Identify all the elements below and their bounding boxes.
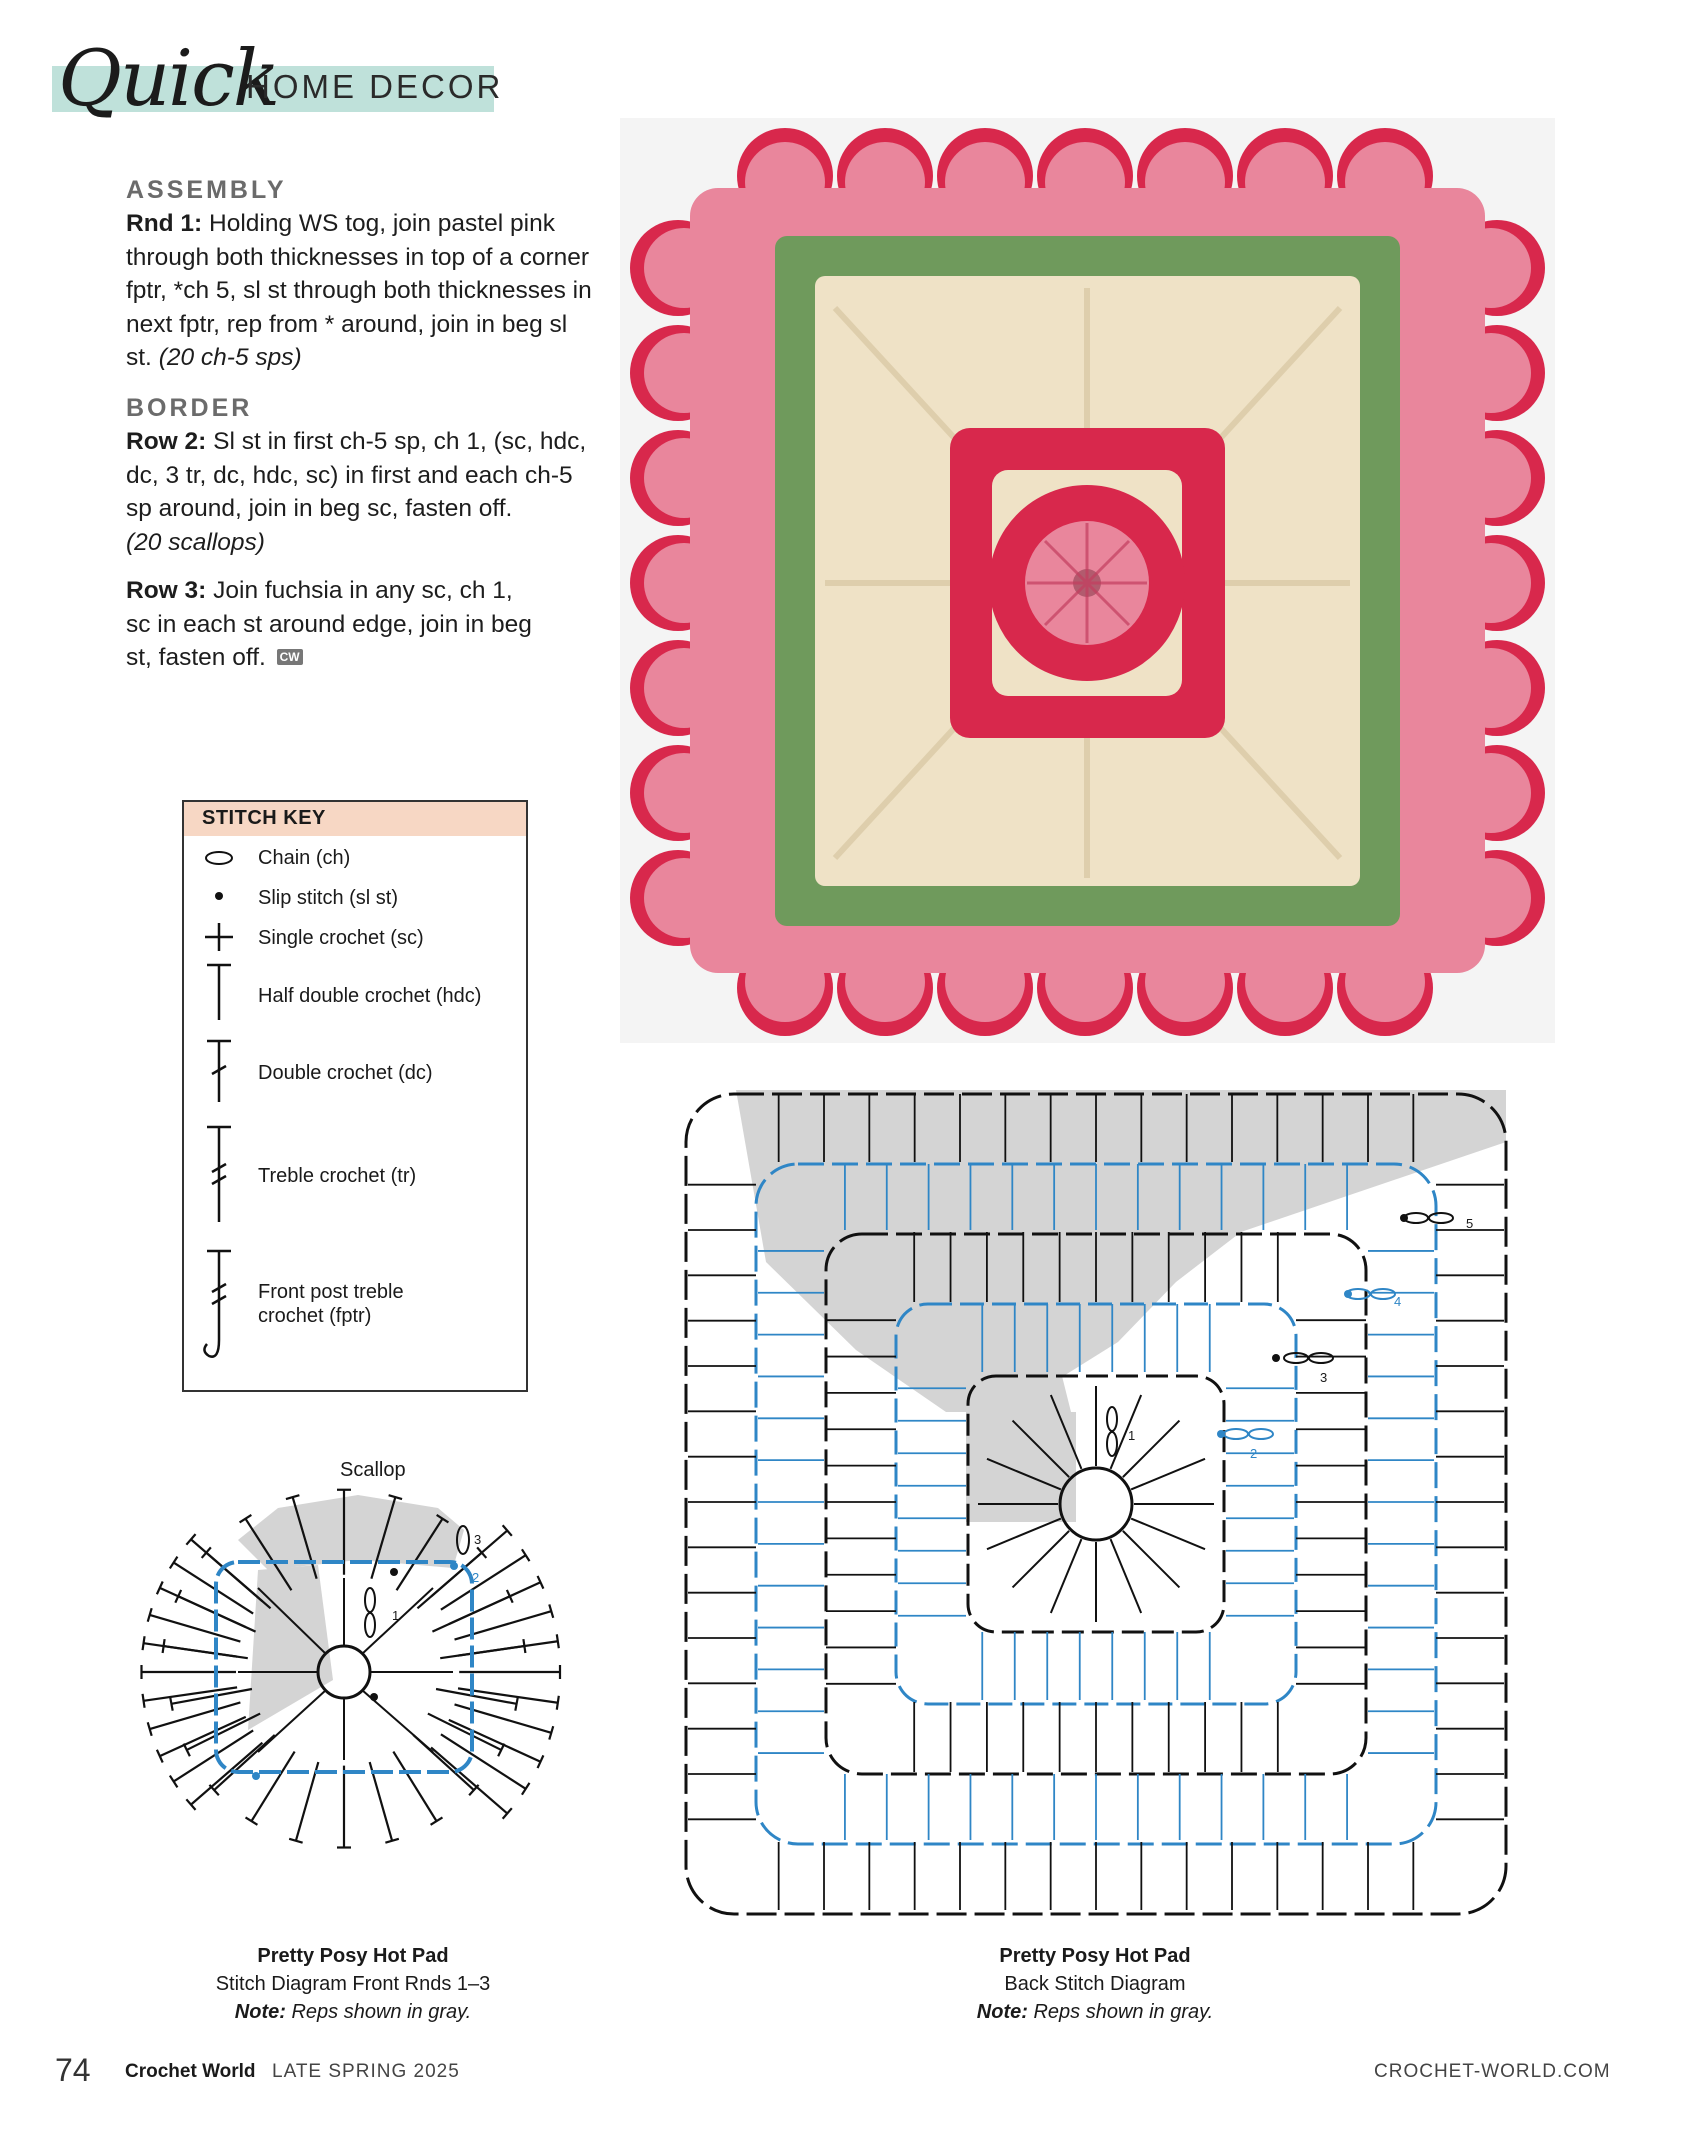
front-rnd-2-label: 2: [472, 1570, 480, 1585]
back-caption-title: Pretty Posy Hot Pad: [999, 1945, 1191, 1967]
row3-text: Join fuchsia in any sc, ch 1, sc in each st around edge, join in beg st, fasten off.: [126, 577, 532, 671]
section-title: HOME DECOR: [246, 68, 504, 105]
row2-text: Sl st in first ch-5 sp, ch 1, (sc, hdc, dc, 3 tr, dc, hdc, sc) in first and each ch-5 sp around, join in beg sc, fasten off.: [126, 428, 587, 522]
key-fptr-line1: Front post treble: [258, 1281, 404, 1303]
chain-oval-icon: [202, 848, 236, 868]
key-single-crochet: Single crochet (sc): [258, 927, 424, 949]
row2-label: Row 2:: [126, 428, 207, 455]
hot-pad-photo: [620, 118, 1555, 1043]
rnd1-label: Rnd 1:: [126, 210, 203, 237]
back-stitch-diagram: [676, 1082, 1526, 1927]
dot-icon: [202, 886, 236, 906]
key-treble-crochet: Treble crochet (tr): [258, 1165, 417, 1187]
front-caption-note: Reps shown in gray.: [291, 2001, 472, 2023]
front-caption-title: Pretty Posy Hot Pad: [257, 1945, 449, 1967]
front-caption-note-label: Note:: [234, 2001, 286, 2023]
border-row3: [126, 574, 536, 675]
t-one-slash-icon: [202, 1038, 236, 1104]
border-heading: BORDER: [126, 394, 253, 422]
back-rnd-3-label: 3: [1320, 1370, 1328, 1385]
row2-note: (20 scallops): [126, 528, 265, 556]
back-caption-note-label: Note:: [976, 2001, 1028, 2023]
fptr-hook-icon: [202, 1248, 236, 1364]
front-stitch-diagram: [108, 1420, 608, 1920]
page-number: 74: [55, 2052, 91, 2088]
stitch-key: [182, 800, 528, 1392]
back-caption-sub: Back Stitch Diagram: [1004, 1973, 1186, 1995]
footer-issue: LATE SPRING 2025: [272, 2061, 460, 2082]
rnd1-note: (20 ch-5 sps): [158, 344, 302, 371]
plus-icon: [202, 920, 236, 954]
key-front-post-treble: [258, 1280, 404, 1328]
back-rnd-1-label: 1: [1128, 1428, 1136, 1443]
front-rnd-1-label: 1: [392, 1608, 400, 1623]
rnd1-text: Holding WS tog, join pastel pink through both thicknesses in top of a corner fptr, *ch 5, sl st through both thicknesses in next fptr, rep from * around, join in beg sl st.: [126, 210, 592, 371]
t-two-slash-icon: [202, 1124, 236, 1224]
key-fptr-line2: crochet (fptr): [258, 1305, 372, 1327]
front-diagram-caption: [158, 1942, 548, 2026]
key-double-crochet: Double crochet (dc): [258, 1062, 433, 1084]
back-caption-note: Reps shown in gray.: [1033, 2001, 1214, 2023]
scallop-label: Scallop: [340, 1459, 406, 1481]
back-rnd-4-label: 4: [1394, 1294, 1402, 1309]
footer-magazine: Crochet World: [125, 2061, 256, 2082]
back-rnd-5-label: 5: [1466, 1216, 1474, 1231]
front-caption-sub: Stitch Diagram Front Rnds 1–3: [215, 1973, 491, 1995]
back-diagram-caption: [900, 1942, 1290, 2026]
stitch-key-title: STITCH KEY: [202, 807, 326, 829]
footer-url[interactable]: CROCHET-WORLD.COM: [1374, 2061, 1611, 2082]
border-row2: [126, 425, 596, 559]
key-slip-stitch: Slip stitch (sl st): [258, 887, 399, 909]
assembly-heading: ASSEMBLY: [126, 176, 287, 204]
cw-badge: CW: [277, 649, 303, 665]
header-script-word: Quick: [58, 34, 279, 124]
row3-label: Row 3:: [126, 577, 207, 604]
assembly-rnd1: [126, 207, 596, 375]
key-half-double-crochet: Half double crochet (hdc): [258, 985, 482, 1007]
key-chain: Chain (ch): [258, 847, 351, 869]
t-icon: [202, 962, 236, 1022]
back-rnd-2-label: 2: [1250, 1446, 1258, 1461]
front-rnd-3-label: 3: [474, 1532, 482, 1547]
